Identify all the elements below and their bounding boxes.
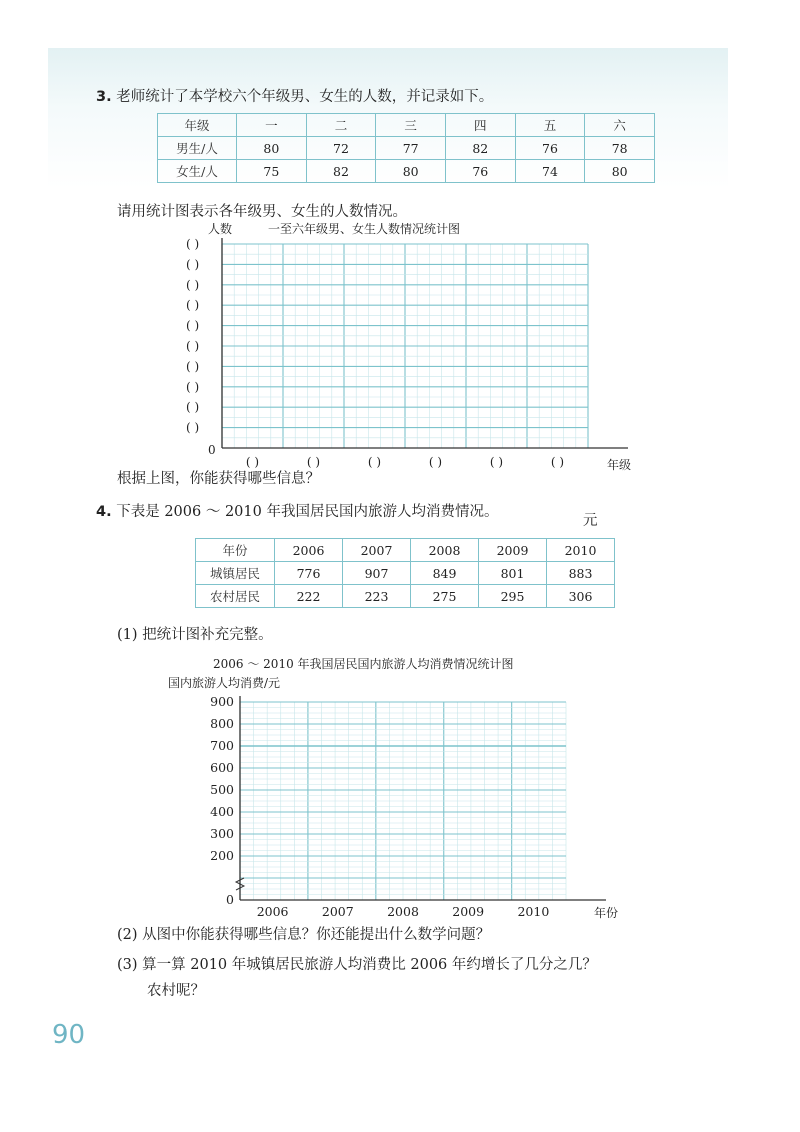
y-tick-label: 700: [210, 738, 234, 753]
q3-table-cell: 80: [585, 160, 655, 183]
q4-sub1: (1) 把统计图补充完整。: [117, 627, 273, 643]
q4-table-cell: 223: [343, 585, 411, 608]
chart2-grid: [200, 694, 620, 920]
y-tick-label: 500: [210, 782, 234, 797]
q4-table-header-cell: 年份: [196, 539, 275, 562]
q3-table-cell: 74: [515, 160, 585, 183]
q4-table-header-cell: 2008: [411, 539, 479, 562]
q3-table-cell: 男生/人: [158, 137, 237, 160]
q3-heading: [96, 88, 493, 106]
y-tick-label: 900: [210, 694, 234, 709]
x-category-label: ( ): [245, 455, 260, 468]
q3-table-header-cell: 四: [445, 114, 515, 137]
q4-table-cell: 295: [479, 585, 547, 608]
x-tick-label: 2010: [517, 904, 550, 919]
x-category-label: ( ): [367, 455, 382, 468]
q3-table-cell: 75: [237, 160, 307, 183]
q3-table-cell: 72: [306, 137, 376, 160]
q3-table-row: [158, 160, 655, 183]
q3-number: 3.: [96, 89, 112, 105]
q4-table-cell: 801: [479, 562, 547, 585]
q3-instruction: 请用统计图表示各年级男、女生的人数情况。: [117, 204, 407, 220]
chart2-y-label: 国内旅游人均消费/元: [168, 676, 281, 690]
x-tick-label: 2007: [321, 904, 354, 919]
q3-table-cell: 女生/人: [158, 160, 237, 183]
q3-table-cell: 77: [376, 137, 446, 160]
q4-sub3-line1: (3) 算一算 2010 年城镇居民旅游人均消费比 2006 年约增长了几分之几？: [117, 957, 597, 973]
q4-table-cell: 275: [411, 585, 479, 608]
q3-table-cell: 76: [445, 160, 515, 183]
q4-text: 下表是 2006 ～ 2010 年我国居民国内旅游人均消费情况。: [116, 504, 499, 520]
q4-table-cell: 883: [547, 562, 615, 585]
y-tick-label: ( ): [186, 277, 200, 292]
q4-table-cell: 849: [411, 562, 479, 585]
q3-table-header-cell: 一: [237, 114, 307, 137]
page-number: 90: [52, 1020, 86, 1050]
q3-table-row: [158, 137, 655, 160]
y-tick-label: 0: [226, 892, 234, 907]
q4-sub2: (2) 从图中你能获得哪些信息？你还能提出什么数学问题？: [117, 927, 491, 943]
q4-table-cell: 222: [275, 585, 343, 608]
chart1-x-label: 年级: [607, 458, 632, 472]
x-category-label: ( ): [428, 455, 443, 468]
q4-table-cell: 907: [343, 562, 411, 585]
y-tick-label: 200: [210, 848, 234, 863]
q3-table-header-cell: 五: [515, 114, 585, 137]
q3-text: 老师统计了本学校六个年级男、女生的人数，并记录如下。: [116, 89, 494, 105]
q3-table-header-cell: 六: [585, 114, 655, 137]
q3-table-header-cell: 年级: [158, 114, 237, 137]
y-tick-label: 300: [210, 826, 234, 841]
x-category-label: ( ): [306, 455, 321, 468]
q3-table-cell: 82: [445, 137, 515, 160]
q4-table: [195, 538, 615, 608]
y-tick-label: ( ): [186, 257, 200, 272]
y-tick-label: ( ): [186, 237, 200, 251]
y-tick-label: ( ): [186, 359, 200, 374]
y-tick-label: ( ): [186, 339, 200, 353]
q4-table-cell: 农村居民: [196, 585, 275, 608]
chart2-x-label: 年份: [594, 906, 619, 920]
chart1-y-label: 人数: [208, 222, 233, 236]
q4-table-header-row: [196, 539, 615, 562]
q3-table-cell: 82: [306, 160, 376, 183]
q4-table-header-cell: 2007: [343, 539, 411, 562]
q3-table-cell: 78: [585, 137, 655, 160]
q3-table-cell: 80: [237, 137, 307, 160]
q4-table-header-cell: 2006: [275, 539, 343, 562]
chart1-title: 一至六年级男、女生人数情况统计图: [268, 222, 461, 236]
q3-table-cell: 80: [376, 160, 446, 183]
q4-number: 4.: [96, 504, 112, 520]
y-tick-label: 600: [210, 760, 234, 775]
q4-table-cell: 城镇居民: [196, 562, 275, 585]
q4-table-header-cell: 2010: [547, 539, 615, 562]
q4-table-row: [196, 585, 615, 608]
y-tick-label: ( ): [186, 400, 200, 415]
q3-table-cell: 76: [515, 137, 585, 160]
q4-table-row: [196, 562, 615, 585]
x-category-label: ( ): [550, 455, 565, 468]
x-category-label: ( ): [489, 455, 504, 468]
x-tick-label: 2009: [452, 904, 485, 919]
chart1-grid: [160, 232, 630, 468]
q4-table-header-cell: 2009: [479, 539, 547, 562]
q3-table-header-cell: 三: [376, 114, 446, 137]
q3-table: [157, 113, 655, 183]
q3-table-header-cell: 二: [306, 114, 376, 137]
y-tick-label: 0: [208, 443, 216, 457]
y-tick-label: ( ): [186, 420, 200, 435]
q4-table-cell: 306: [547, 585, 615, 608]
y-tick-label: 800: [210, 716, 234, 731]
axis-break-mark: [236, 878, 244, 890]
y-tick-label: ( ): [186, 318, 200, 333]
q3-question: 根据上图，你能获得哪些信息？: [117, 471, 320, 487]
y-tick-label: ( ): [186, 298, 200, 313]
q4-unit: 元: [583, 513, 598, 529]
x-tick-label: 2006: [256, 904, 289, 919]
q4-table-cell: 776: [275, 562, 343, 585]
chart2-title: 2006 ～ 2010 年我国居民国内旅游人均消费情况统计图: [213, 657, 514, 671]
q4-sub3-line2: 农村呢？: [147, 983, 205, 999]
q3-table-header-row: [158, 114, 655, 137]
y-tick-label: 400: [210, 804, 234, 819]
q4-heading: [96, 503, 498, 521]
y-tick-label: ( ): [186, 379, 200, 394]
x-tick-label: 2008: [387, 904, 419, 919]
